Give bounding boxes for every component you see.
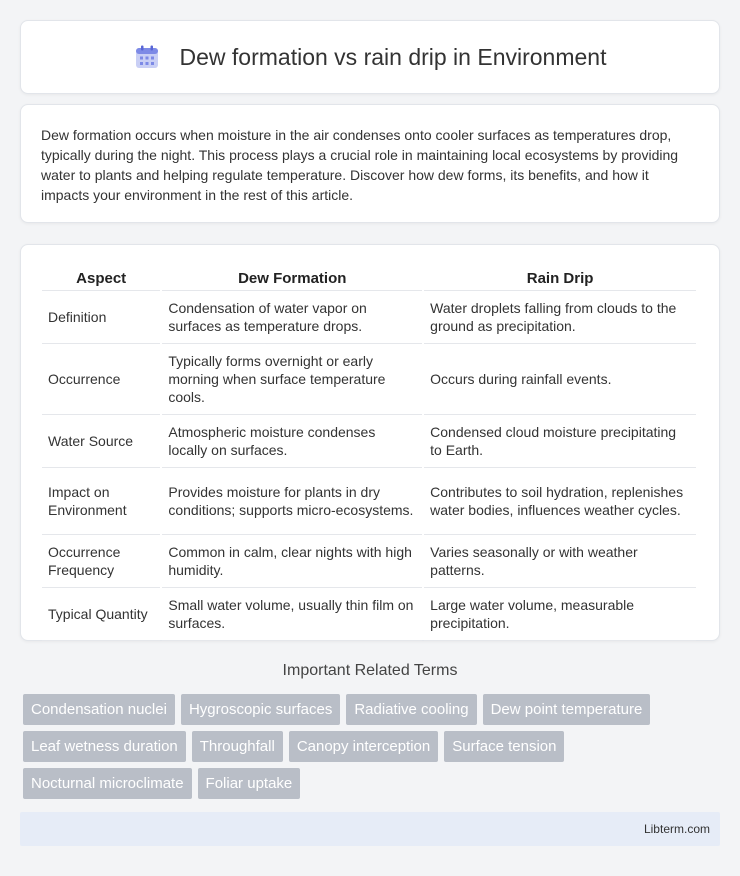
cell-dew: Condensation of water vapor on surfaces as temperature drops. — [162, 291, 422, 344]
related-terms-title: Important Related Terms — [282, 662, 458, 679]
intro-card — [20, 104, 720, 223]
related-term-tag[interactable]: Dew point temperature — [483, 694, 651, 725]
related-term-tag[interactable]: Throughfall — [192, 731, 283, 762]
table-row — [42, 291, 696, 344]
related-term-tag[interactable]: Nocturnal microclimate — [23, 768, 192, 799]
intro-text: Dew formation occurs when moisture in the air condenses onto cooler surfaces as temperatures drop, typically during the night. This process plays a crucial role in maintaining local ecosystems by providing water to plants and helping regulate temperature. Discover how dew forms, its benefits, and how it impacts your environment in the rest of this article. — [41, 127, 679, 203]
cell-aspect: Typical Quantity — [42, 588, 160, 641]
related-term-tag[interactable]: Surface tension — [444, 731, 564, 762]
table-row — [42, 344, 696, 415]
cell-aspect: Occurrence — [42, 344, 160, 415]
related-term-tag[interactable]: Foliar uptake — [198, 768, 301, 799]
comparison-card — [20, 244, 720, 641]
title-card — [20, 20, 720, 94]
cell-rain: Large water volume, measurable precipitation. — [424, 588, 696, 641]
cell-dew: Small water volume, usually thin film on surfaces. — [162, 588, 422, 641]
cell-rain: Occurs during rainfall events. — [424, 344, 696, 415]
cell-dew: Typically forms overnight or early morning when surface temperature cools. — [162, 344, 422, 415]
header-dew-formation: Dew Formation — [162, 265, 422, 291]
table-row — [42, 535, 696, 588]
related-term-tag[interactable]: Leaf wetness duration — [23, 731, 186, 762]
cell-aspect: Impact on Environment — [42, 468, 160, 535]
related-term-tag[interactable]: Radiative cooling — [346, 694, 476, 725]
related-term-tag[interactable]: Canopy interception — [289, 731, 438, 762]
cell-rain: Contributes to soil hydration, replenishes water bodies, influences weather cycles. — [424, 468, 696, 535]
cell-dew: Provides moisture for plants in dry conditions; supports micro-ecosystems. — [162, 468, 422, 535]
cell-dew: Common in calm, clear nights with high humidity. — [162, 535, 422, 588]
header-rain-drip: Rain Drip — [424, 265, 696, 291]
related-term-tag[interactable]: Hygroscopic surfaces — [181, 694, 340, 725]
cell-dew: Atmospheric moisture condenses locally on surfaces. — [162, 415, 422, 468]
page-title: Dew formation vs rain drip in Environment — [179, 43, 607, 70]
footer — [20, 812, 720, 846]
cell-rain: Water droplets falling from clouds to the ground as precipitation. — [424, 291, 696, 344]
table-header-row — [42, 265, 696, 291]
table-row — [42, 415, 696, 468]
footer-brand-link[interactable]: Libterm.com — [643, 822, 710, 836]
related-terms-list — [23, 694, 703, 805]
related-term-tag[interactable]: Condensation nuclei — [23, 694, 175, 725]
calendar-grid-icon — [134, 44, 160, 70]
cell-aspect: Occurrence Frequency — [42, 535, 160, 588]
comparison-table — [40, 265, 698, 641]
table-row — [42, 468, 696, 535]
header-aspect: Aspect — [42, 265, 160, 291]
cell-aspect: Water Source — [42, 415, 160, 468]
table-row — [42, 588, 696, 641]
cell-rain: Varies seasonally or with weather patterns. — [424, 535, 696, 588]
cell-aspect: Definition — [42, 291, 160, 344]
cell-rain: Condensed cloud moisture precipitating to Earth. — [424, 415, 696, 468]
